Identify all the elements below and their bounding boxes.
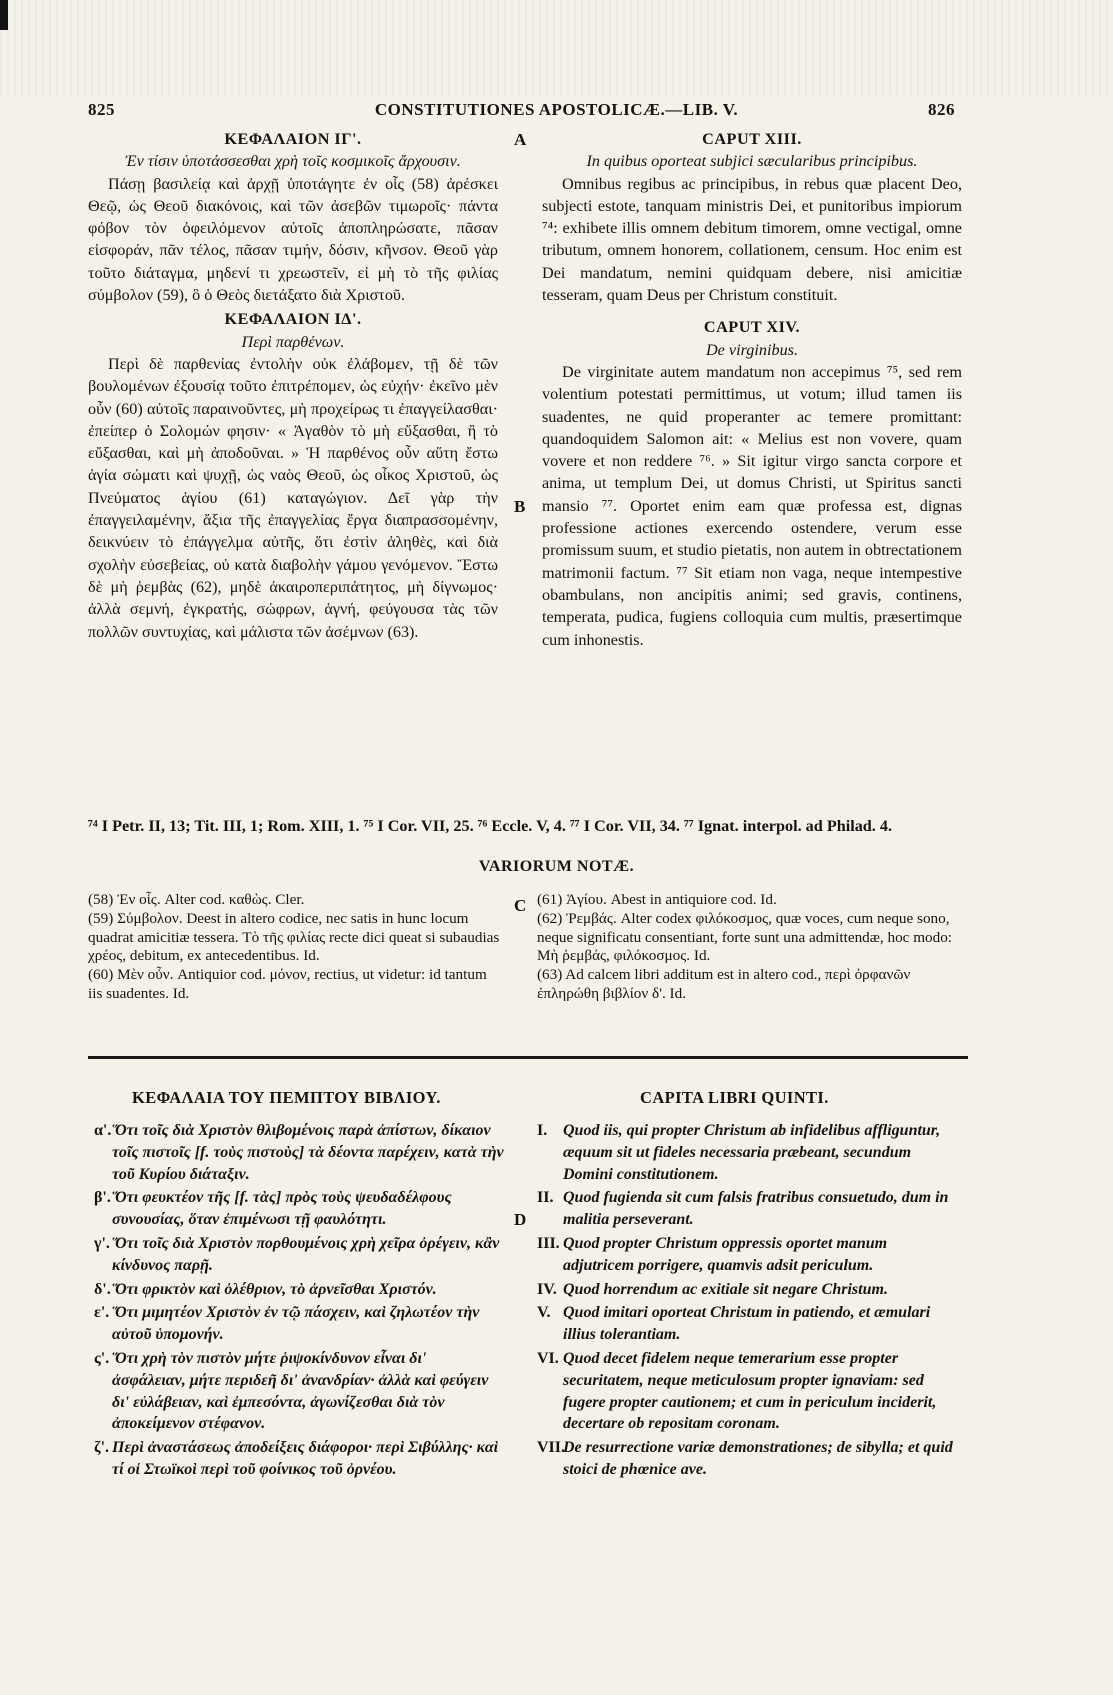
margin-letter-d: D	[514, 1210, 527, 1229]
greek-chapter-13-body: Πάσῃ βασιλείᾳ καὶ ἀρχῇ ὑποτάγητε ἐν οἷς (58) ἀρέσκει Θεῷ, ὡς Θεοῦ διακόνοις, καὶ τῶν ἀσεβῶν τιμωροῖς· πάντα φόβον τὸν ὀφειλόμενον αὐτοῖς ἀποπληρώσατε, πᾶσαν εἰσφοράν, πᾶν τέλος, πᾶσαν τιμήν, δόσιν, κῆνσον. Θεοῦ γὰρ τοῦτο διάταγμα, μηδενί τι χρεωστεῖν, εἰ μὴ τὸ τῆς φιλίας σύμβολον (59), ὃ ὁ Θεὸς διετάξατο διὰ Χριστοῦ.	[88, 174, 498, 305]
scan-noise	[0, 0, 1113, 95]
variorum-note-59: (59) Σύμβολον. Deest in altero codice, nec satis in hunc locum quadrat amicitiæ tessera. Τὸ τῆς φιλίας recte dici queat si subaudias χρέος, debitum, ex antecedentibus. Id.	[88, 909, 500, 965]
greek-chapter-14-body: Περὶ δὲ παρθενίας ἐντολὴν οὐκ ἐλάβομεν, τῇ δὲ τῶν βουλομένων ἐξουσίᾳ τοῦτο ἐπιτρέπομεν, ὡς εὐχήν· ἐκεῖνο μὲν οὖν (60) αὐτοῖς παραινοῦντες, μὴ προχείρως τι ἐπαγγείλασθαι· ἐπείπερ ὁ Σολομών φησιν· « Ἀγαθὸν τὸ μὴ εὔξασθαι, ἢ τὸ εὔξασθαι, καὶ μὴ ἀποδοῦναι. » Ἡ παρθένος οὖν αὕτη ἔστω ἁγία σώματι καὶ ψυχῇ, ὡς ναὸς Θεοῦ, ὡς οἶκος Χριστοῦ, ὡς Πνεύματος ἁγίου (61) καταγώγιον. Δεῖ γὰρ τὴν ἐπαγγειλαμένην, ἄξια τῆς ἐπαγγελίας ἔργα διαπρασσομένην, δεικνύειν τὸ ἐπάγγελμα αὐτῆς, ὅτι ἐστὶν ἀληθὲς, καὶ διὰ σχολὴν εὐσεβείας, οὐ κατὰ διαβολὴν γάμου γενόμενον. Ἔστω δὲ μὴ ῥεμβὰς (62), μηδὲ ἀκαιροπεριπάτητος, μὴ δίγνωμος· ἀλλὰ σεμνή, ἐγκρατής, σώφρων, ἁγνή, φεύγουσα τὰς τῶν πολλῶν συντυχίας, καὶ μάλιστα τῶν ἀσέμνων (63).	[88, 354, 498, 641]
variorum-title: VARIORUM NOTÆ.	[478, 858, 635, 875]
footnotes: ⁷⁴ I Petr. II, 13; Tit. III, 1; Rom. XIII, 1. ⁷⁵ I Cor. VII, 25. ⁷⁶ Eccle. V, 4. ⁷⁷ I Cor. VII, 34. ⁷⁷ Ignat. interpol. ad Philad. 4.	[88, 817, 893, 835]
toc-latin-item	[537, 1302, 962, 1346]
greek-chapter-13-title: ΚΕΦΑΛΑΙΟΝ ΙΓ'.	[224, 130, 362, 148]
toc-number: II.	[537, 1189, 554, 1207]
latin-chapter-14-subtitle: De virginibus.	[705, 340, 799, 359]
toc-number: ς'.	[94, 1349, 110, 1367]
toc-latin-list	[537, 1120, 962, 1483]
toc-latin-item	[537, 1120, 962, 1185]
toc-latin-item	[537, 1279, 962, 1301]
toc-number: δ'.	[94, 1280, 111, 1298]
toc-latin-item	[537, 1187, 962, 1231]
toc-text: Περὶ ἀναστάσεως ἀποδείξεις διάφοροι· περὶ Σιβύλλης· καὶ τί οἱ Στωϊκοὶ περὶ τοῦ φοίνικος τοῦ ὀρνέου.	[112, 1439, 499, 1478]
running-title: CONSTITUTIONES APOSTOLICÆ.—LIB. V.	[374, 100, 739, 119]
toc-greek-item	[94, 1279, 504, 1301]
toc-greek-item	[94, 1348, 504, 1435]
greek-chapter-13-subtitle: Ἐν τίσιν ὑποτάσσεσθαι χρὴ τοῖς κοσμικοῖς ἄρχουσιν.	[125, 152, 461, 171]
toc-text: Quod propter Christum oppressis oportet manum adjutricem porrigere, quamvis adsit periculum.	[563, 1234, 888, 1274]
margin-letter-c: C	[514, 896, 527, 915]
toc-latin-title: CAPITA LIBRI QUINTI.	[640, 1088, 829, 1107]
toc-greek-item	[94, 1437, 504, 1481]
toc-greek-list	[94, 1120, 504, 1483]
toc-text: Quod decet fidelem neque temerarium esse propter securitatem, neque meticulosum propter ignaviam: sed fugere propter cautionem; et cum in periculum inciderit, decertare ob repositam coronam.	[563, 1349, 937, 1433]
toc-latin-item	[537, 1348, 962, 1435]
toc-greek-item	[94, 1187, 504, 1231]
latin-chapter-14-title: CAPUT XIV.	[703, 318, 801, 337]
toc-text: Quod iis, qui propter Christum ab infidelibus affliguntur, æquum sit ut fideles necessaria præbeant, secundum Domini constitutionem.	[563, 1122, 941, 1183]
greek-column	[88, 128, 498, 643]
greek-chapter-14-subtitle: Περὶ παρθένων.	[241, 332, 345, 351]
variorum-note-60: (60) Μὲν οὖν. Antiquior cod. μόνον, rectius, ut videtur: id tantum iis suadentes. Id.	[88, 966, 487, 1002]
toc-number: I.	[537, 1122, 548, 1139]
toc-text: Quod imitari oporteat Christum in patiendo, et æmulari illius tolerantiam.	[563, 1304, 931, 1344]
latin-column	[542, 128, 962, 651]
toc-text: Quod horrendum ac exitiale sit negare Christum.	[563, 1280, 888, 1298]
toc-latin-item	[537, 1437, 962, 1481]
toc-number: ε'.	[94, 1304, 110, 1322]
toc-number: β'.	[94, 1189, 111, 1207]
toc-text: Ὅτι χρὴ τὸν πιστὸν μήτε ῥιψοκίνδυνον εἶναι δι' ἀσφάλειαν, μήτε περιδεῆ δι' ἀνανδρίαν· ἀλλὰ καὶ φεύγειν δι' εὐλάβειαν, καὶ ἐμπεσόντα, ἀγωνίζεσθαι διὰ τὸν ἀποκείμενον στέφανον.	[112, 1349, 489, 1433]
toc-text: Ὅτι τοῖς διὰ Χριστὸν πορθουμένοις χρὴ χεῖρα ὀρέγειν, κἂν κίνδυνος παρῇ.	[112, 1234, 500, 1274]
variorum-note-61: (61) Ἁγίου. Abest in antiquiore cod. Id.	[537, 891, 777, 908]
toc-number: III.	[537, 1234, 560, 1252]
toc-greek-item	[94, 1120, 504, 1185]
variorum-right	[537, 891, 957, 1004]
toc-number: IV.	[537, 1280, 557, 1298]
toc-number: V.	[537, 1304, 551, 1322]
toc-number: VI.	[537, 1349, 559, 1367]
toc-number: ζ'.	[94, 1439, 110, 1457]
left-page-number: 825	[88, 100, 115, 119]
toc-text: Ὅτι φρικτὸν καὶ ὀλέθριον, τὸ ἀρνεῖσθαι Χριστόν.	[112, 1280, 437, 1298]
toc-number: α'.	[94, 1122, 112, 1139]
toc-text: Quod fugienda sit cum falsis fratribus consuetudo, dum in malitia perseverant.	[563, 1189, 949, 1229]
latin-chapter-14-body: De virginitate autem mandatum non accepimus ⁷⁵, sed rem volentium potestati permittimus, ut votum; illud tamen iis suadentes, ne quid properanter ac temere promittant: quandoquidem Salomon ait: « Melius est non vovere, quam vovere et non reddere ⁷⁶. » Sit igitur virgo sancta corpore et anima, ut templum Dei, ut domus Christi, ut Spiritus sancti mansio ⁷⁷. Oportet enim eam quæ professa est, dignas professione actiones exercendo ostendere, verum esse promissum suum, et studio pietatis, non autem in obtrectationem matrimonii factum. ⁷⁷ Sit etiam non vaga, neque intempestive obambulans, non ancipitis animi; sed gravis, continens, temperata, pudica, fugiens colloquia cum multis, præsertimque cum inhonestis.	[542, 362, 962, 649]
toc-greek-item	[94, 1302, 504, 1346]
variorum-note-62: (62) Ῥεμβάς. Alter codex φιλόκοσμος, quæ voces, cum neque sono, neque significatu consentiant, forte sunt una admittendæ, hoc modo: Μὴ ῥεμβάς, φιλόκοσμος. Id.	[537, 909, 953, 965]
variorum-left	[88, 891, 503, 1004]
toc-latin-item	[537, 1233, 962, 1277]
toc-greek-title: ΚΕΦΑΛΑΙΑ ΤΟΥ ΠΕΜΠΤΟΥ ΒΙΒΛΙΟΥ.	[132, 1088, 441, 1107]
toc-text: De resurrectione variæ demonstrationes; de sibylla; et quid stoici de phœnice ave.	[563, 1439, 953, 1478]
toc-text: Ὅτι τοῖς διὰ Χριστὸν θλιβομένοις παρὰ ἀπίστων, δίκαιον τοῖς πιστοῖς [f. τοὺς πιστοὺς] τὰ δέοντα παρέχειν, κατὰ τὴν τοῦ Κυρίου διάταξιν.	[112, 1122, 504, 1183]
toc-text: Ὅτι φευκτέον τῆς [f. τὰς] πρὸς τοὺς ψευδαδέλφους συνουσίας, ὅταν ἐπιμένωσι τῇ φαυλότητι.	[112, 1189, 452, 1229]
margin-letter-a: A	[514, 130, 527, 149]
scan-edge-mark	[0, 0, 8, 30]
latin-chapter-13-body: Omnibus regibus ac principibus, in rebus quæ placent Deo, subjecti estote, tanquam ministris Dei, et punitoribus impiorum ⁷⁴: exhibete illis omnem debitum timorem, omne vectigal, omne tributum, omnem honorem, collationem, censum. Hoc enim est Dei mandatum, nemini quidquam debere, nisi amicitiæ tesseram, quam Deus per Christum constituit.	[542, 174, 962, 305]
variorum-note-63: (63) Ad calcem libri additum est in altero cod., περὶ ὀρφανῶν ἐπληρώθη βιβλίον δ'. Id.	[537, 966, 911, 1002]
greek-chapter-14-title: ΚΕΦΑΛΑΙΟΝ ΙΔ'.	[224, 310, 362, 329]
latin-chapter-13-title: CAPUT XIII.	[702, 130, 802, 148]
toc-number: γ'.	[94, 1234, 110, 1252]
toc-number: VII.	[537, 1439, 566, 1457]
right-page-number: 826	[928, 100, 955, 119]
latin-chapter-13-subtitle: In quibus oporteat subjici sæcularibus principibus.	[586, 152, 918, 171]
variorum-note-58: (58) Ἐν οἷς. Alter cod. καθὼς. Cler.	[88, 891, 305, 908]
section-divider	[88, 1056, 968, 1059]
toc-greek-item	[94, 1233, 504, 1277]
margin-letter-b: B	[514, 497, 526, 516]
toc-text: Ὅτι μιμητέον Χριστὸν ἐν τῷ πάσχειν, καὶ ζηλωτέον τὴν αὐτοῦ ὑπομονήν.	[112, 1304, 480, 1344]
